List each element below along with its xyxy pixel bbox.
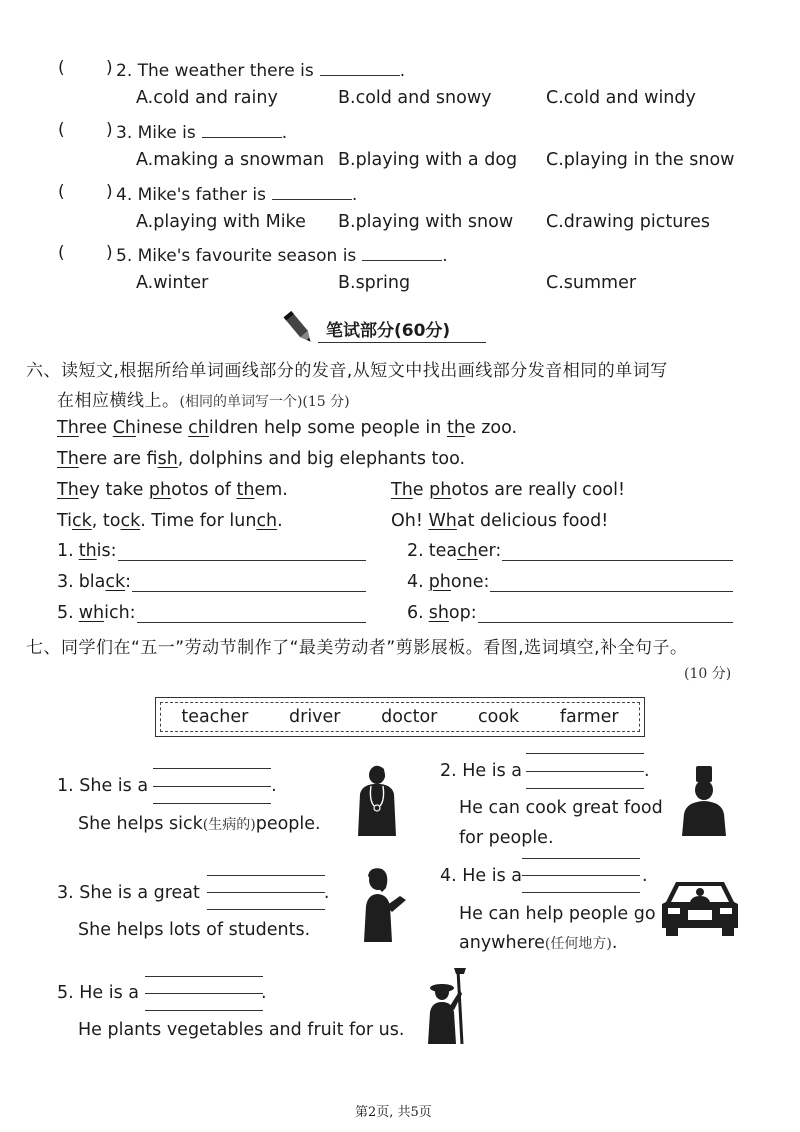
sound-item: [57, 572, 131, 592]
q4-line2: He can help people go: [459, 904, 656, 924]
question-end: .: [281, 123, 288, 143]
answer-blank[interactable]: [272, 182, 352, 200]
word-bank-item: teacher: [181, 707, 249, 727]
passage-line: [57, 511, 283, 531]
passage-text: otos of: [171, 480, 237, 500]
question-end: .: [399, 61, 406, 81]
item-text: is:: [96, 541, 117, 561]
underlined-letters: ph: [428, 572, 451, 592]
question-text: 2. The weather there is: [116, 61, 314, 81]
answer-paren-open[interactable]: (: [58, 120, 65, 140]
answer-paren-close: ): [106, 182, 113, 202]
answer-blank[interactable]: [320, 58, 400, 76]
part7-heading: 七、同学们在“五一”劳动节制作了“最美劳动者”剪影展板。看图,选词填空,补全句子。: [26, 638, 688, 658]
underlined-letters: ph: [429, 480, 452, 500]
farmer-silhouette-icon: [424, 966, 468, 1044]
underlined-letters: th: [446, 418, 465, 438]
option-b[interactable]: B.cold and snowy: [338, 88, 492, 108]
passage-text: inese: [136, 418, 189, 438]
part6-heading-note: (相同的单词写一个)(15 分): [179, 394, 350, 410]
page-footer: 第2页, 共5页: [355, 1105, 432, 1120]
underlined-letters: ck: [120, 511, 141, 531]
question-stem: [116, 182, 357, 205]
pencil-icon: [282, 308, 316, 348]
underlined-letters: th: [78, 541, 97, 561]
passage-line: [391, 480, 625, 500]
question-text: 4. Mike's father is: [116, 185, 266, 205]
section-banner: [282, 308, 492, 348]
answer-line[interactable]: [490, 591, 733, 592]
sound-item: [407, 572, 489, 592]
passage-text: , dolphins and big elephants too.: [177, 449, 466, 469]
answer-paren-open[interactable]: (: [58, 243, 65, 263]
item-text: 3.: [57, 572, 74, 592]
part6-heading-line2: [57, 386, 350, 411]
item-text: er:: [477, 541, 502, 561]
doctor-silhouette-icon: [352, 764, 402, 836]
item-text: 1.: [57, 541, 74, 561]
option-a[interactable]: A.cold and rainy: [136, 88, 278, 108]
underlined-letters: sh: [428, 603, 449, 623]
item-text: one:: [450, 572, 490, 592]
driver-car-silhouette-icon: [660, 876, 740, 938]
option-a[interactable]: A.playing with Mike: [136, 212, 306, 232]
q5-line1: 5. He is a .: [57, 983, 267, 1003]
underlined-letters: ch: [256, 511, 278, 531]
passage-text: Ti: [57, 511, 73, 531]
underlined-letters: Wh: [428, 511, 457, 531]
q5-line2: He plants vegetables and fruit for us.: [78, 1020, 405, 1040]
option-c[interactable]: C.drawing pictures: [546, 212, 710, 232]
question-end: .: [351, 185, 358, 205]
underlined-letters: ck: [105, 572, 126, 592]
underlined-letters: ch: [457, 541, 478, 561]
underlined-letters: ck: [72, 511, 92, 531]
answer-line[interactable]: [132, 591, 366, 592]
underlined-letters: Th: [57, 449, 79, 469]
sound-item: [57, 541, 117, 561]
question-stem: [116, 120, 287, 143]
passage-text: . Time for lun: [140, 511, 257, 531]
answer-line[interactable]: [137, 622, 366, 623]
word-bank-item: driver: [289, 707, 341, 727]
word-bank-item: cook: [478, 707, 520, 727]
teacher-silhouette-icon: [356, 866, 408, 942]
item-text: 5.: [57, 603, 74, 623]
item-text: bla: [78, 572, 106, 592]
answer-paren-close: ): [106, 58, 113, 78]
part6-heading-line1: 六、读短文,根据所给单词画线部分的发音,从短文中找出画线部分发音相同的单词写: [26, 361, 668, 381]
passage-text: ildren help some people in: [208, 418, 447, 438]
passage-text: otos are really cool!: [451, 480, 626, 500]
passage-text: e zoo.: [464, 418, 518, 438]
passage-line: [57, 418, 517, 438]
option-a[interactable]: A.making a snowman: [136, 150, 325, 170]
underlined-letters: Ch: [112, 418, 136, 438]
underlined-letters: ph: [148, 480, 172, 500]
option-c[interactable]: C.summer: [546, 273, 637, 293]
underlined-letters: Th: [57, 418, 79, 438]
passage-text: at delicious food!: [456, 511, 609, 531]
sound-item: [57, 603, 136, 623]
sound-item: [407, 603, 477, 623]
q2-line2: He can cook great food: [459, 798, 663, 818]
answer-paren-open[interactable]: (: [58, 182, 65, 202]
passage-line: [57, 480, 288, 500]
q3-line2: She helps lots of students.: [78, 920, 311, 940]
answer-line[interactable]: [478, 622, 733, 623]
item-text: op:: [448, 603, 477, 623]
word-bank: [155, 697, 645, 737]
passage-text: ere are fi: [78, 449, 158, 469]
question-stem: [116, 243, 448, 266]
option-c[interactable]: C.playing in the snow: [546, 150, 735, 170]
item-text: :: [125, 572, 132, 592]
answer-paren-open[interactable]: (: [58, 58, 65, 78]
item-text: 6.: [407, 603, 424, 623]
passage-text: ree: [78, 418, 113, 438]
answer-blank[interactable]: [362, 243, 442, 261]
question-stem: [116, 58, 405, 81]
underlined-letters: wh: [78, 603, 105, 623]
passage-text: e: [412, 480, 430, 500]
q1-line2: She helps sick(生病的)people.: [78, 814, 321, 834]
question-text: 5. Mike's favourite season is: [116, 246, 357, 266]
option-c[interactable]: C.cold and windy: [546, 88, 696, 108]
item-text: tea: [428, 541, 458, 561]
underlined-letters: th: [236, 480, 255, 500]
item-text: 4.: [407, 572, 424, 592]
option-b[interactable]: B.playing with a dog: [338, 150, 518, 170]
answer-line[interactable]: [502, 560, 733, 561]
word-bank-item: doctor: [381, 707, 438, 727]
underlined-letters: ch: [188, 418, 209, 438]
underlined-letters: sh: [157, 449, 178, 469]
answer-blank[interactable]: [202, 120, 282, 138]
item-text: 2.: [407, 541, 424, 561]
underlined-letters: Th: [57, 480, 79, 500]
option-b[interactable]: B.spring: [338, 273, 411, 293]
part7-score: (10 分): [684, 666, 732, 682]
q2-line1: 2. He is a .: [440, 761, 650, 781]
q1-line1: 1. She is a .: [57, 776, 277, 796]
part6-heading-text: 在相应横线上。: [57, 391, 180, 411]
passage-text: ey take: [78, 480, 149, 500]
underlined-letters: Th: [391, 480, 413, 500]
q4-line3: anywhere(任何地方).: [459, 933, 618, 953]
chef-silhouette-icon: [678, 764, 730, 836]
section-banner-text: 笔试部分(60分): [326, 321, 451, 341]
passage-text: em.: [254, 480, 288, 500]
passage-text: .: [277, 511, 283, 531]
question-text: 3. Mike is: [116, 123, 196, 143]
sound-item: [407, 541, 501, 561]
answer-paren-close: ): [106, 120, 113, 140]
passage-text: Oh!: [391, 511, 429, 531]
item-text: ich:: [104, 603, 136, 623]
option-a[interactable]: A.winter: [136, 273, 209, 293]
q3-line1: 3. She is a great .: [57, 883, 330, 903]
q2-line3: for people.: [459, 828, 554, 848]
answer-paren-close: ): [106, 243, 113, 263]
question-end: .: [442, 246, 448, 266]
passage-line: [391, 511, 608, 531]
passage-line: [57, 449, 465, 469]
q4-line1: 4. He is a .: [440, 866, 648, 886]
word-bank-item: farmer: [559, 707, 619, 727]
option-b[interactable]: B.playing with snow: [338, 212, 514, 232]
passage-text: , to: [91, 511, 121, 531]
answer-line[interactable]: [118, 560, 366, 561]
